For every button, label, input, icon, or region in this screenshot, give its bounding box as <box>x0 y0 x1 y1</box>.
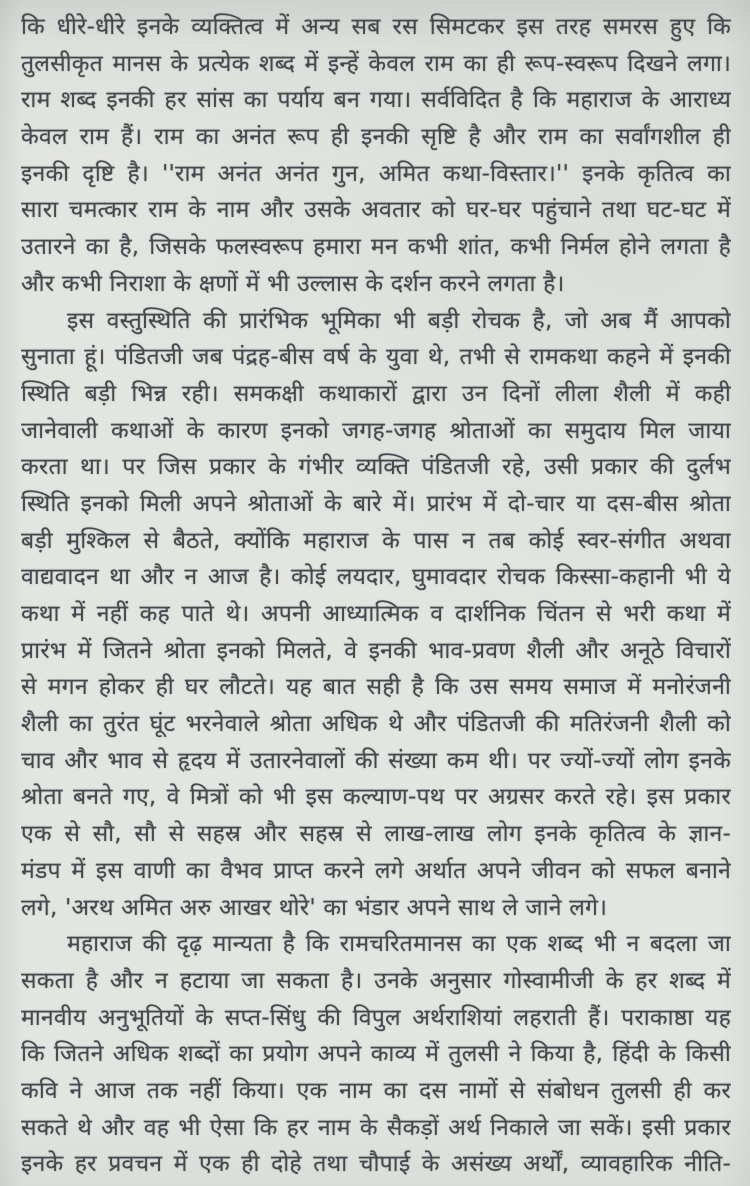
text-line: केवल राम हैं। राम का अनंत रूप ही इनकी सृष्टि है और राम का सर्वांगशील ही <box>21 124 731 151</box>
page-text-block <box>21 9 731 1183</box>
text-line: वाद्यवादन था और न आज है। कोई लयदार, घुमावदार रोचक किस्सा-कहानी भी ये <box>21 564 731 591</box>
text-line: श्रोता बनते गए, वे मित्रों को भी इस कल्याण-पथ पर अग्रसर करते रहे। इस प्रकार <box>21 784 731 811</box>
text-line: सारा चमत्कार राम के नाम और उसके अवतार को घर-घर पहुंचाने तथा घट-घट में <box>21 197 731 224</box>
text-line: प्रारंभ में जितने श्रोता इनको मिलते, वे इनकी भाव-प्रवण शैली और अनूठे विचारों <box>21 637 731 664</box>
text-line: शैली का तुरंत घूंट भरनेवाले श्रोता अधिक थे और पंडितजी की मतिरंजनी शैली को <box>21 711 731 738</box>
text-line: सकता है और न हटाया जा सकता है। उनके अनुसार गोस्वामीजी के हर शब्द में <box>21 967 731 994</box>
text-line: कवि ने आज तक नहीं किया। एक नाम का दस नामों से संबोधन तुलसी ही कर <box>21 1077 731 1104</box>
text-line: सुनाता हूं। पंडितजी जब पंद्रह-बीस वर्ष के युवा थे, तभी से रामकथा कहने में इनकी <box>21 344 731 371</box>
text-line: इनकी दृष्टि है। ''राम अनंत अनंत गुन, अमित कथा-विस्तार।'' इनके कृतित्व का <box>21 160 731 187</box>
text-line: कि धीरे-धीरे इनके व्यक्तित्व में अन्य सब रस सिमटकर इस तरह समरस हुए कि <box>21 14 731 40</box>
text-line: इनके हर प्रवचन में एक ही दोहे तथा चौपाई के असंख्य अर्थों, व्यावहारिक नीति- <box>21 1151 731 1178</box>
text-line: कि जितने अधिक शब्दों का प्रयोग अपने काव्य में तुलसी ने किया है, हिंदी के किसी <box>21 1041 731 1068</box>
text-line: करता था। पर जिस प्रकार के गंभीर व्यक्ति पंडितजी रहे, उसी प्रकार की दुर्लभ <box>21 454 731 481</box>
paragraph <box>21 9 731 303</box>
text-line: महाराज की दृढ़ मान्यता है कि रामचरितमानस का एक शब्द भी न बदला जा <box>67 931 731 958</box>
text-line: और कभी निराशा के क्षणों में भी उल्लास के दर्शन करने लगता है। <box>21 270 565 297</box>
text-line: चाव और भाव से हृदय में उतारनेवालों की संख्या कम थी। पर ज्यों-ज्यों लोग इनके <box>21 747 731 774</box>
paragraph <box>21 926 731 1183</box>
text-line: इस वस्तुस्थिति की प्रारंभिक भूमिका भी बड़ी रोचक है, जो अब मैं आपको <box>67 307 731 334</box>
text-line: उतारने का है, जिसके फलस्वरूप हमारा मन कभी शांत, कभी निर्मल होने लगता है <box>21 234 731 261</box>
text-line: से मगन होकर ही घर लौटते। यह बात सही है कि उस समय समाज में मनोरंजनी <box>21 674 731 701</box>
paragraph <box>21 303 731 927</box>
text-line: मानवीय अनुभूतियों के सप्त-सिंधु की विपुल अर्थराशियां लहराती हैं। पराकाष्ठा यह <box>21 1004 731 1031</box>
text-line: एक से सौ, सौ से सहस्र और सहस्र से लाख-लाख लोग इनके कृतित्व के ज्ञान- <box>21 821 731 848</box>
text-line: लगे, 'अरथ अमित अरु आखर थोरे' का भंडार अपने साथ ले जाने लगे। <box>21 894 608 921</box>
text-line: स्थिति इनको मिली अपने श्रोताओं के बारे में। प्रारंभ में दो-चार या दस-बीस श्रोता <box>21 490 731 517</box>
text-line: बड़ी मुश्किल से बैठते, क्योंकि महाराज के पास न तब कोई स्वर-संगीत अथवा <box>21 527 731 554</box>
text-line: स्थिति बड़ी भिन्न रही। समकक्षी कथाकारों द्वारा उन दिनों लीला शैली में कही <box>21 380 731 407</box>
text-line: राम शब्द इनकी हर सांस का पर्याय बन गया। सर्वविदित है कि महाराज के आराध्य <box>21 87 731 114</box>
text-line: जानेवाली कथाओं के कारण इनको जगह-जगह श्रोताओं का समुदाय मिल जाया <box>21 417 731 444</box>
text-line: मंडप में इस वाणी का वैभव प्राप्त करने लगे अर्थात अपने जीवन को सफल बनाने <box>21 857 731 884</box>
text-line: तुलसीकृत मानस के प्रत्येक शब्द में इन्हें केवल राम का ही रूप-स्वरूप दिखने लगा। <box>21 50 731 77</box>
text-line: सकते थे और वह भी ऐसा कि हर नाम के सैकड़ों अर्थ निकाले जा सकें। इसी प्रकार <box>21 1114 731 1141</box>
text-line: कथा में नहीं कह पाते थे। अपनी आध्यात्मिक व दार्शनिक चिंतन से भरी कथा में <box>21 601 731 627</box>
